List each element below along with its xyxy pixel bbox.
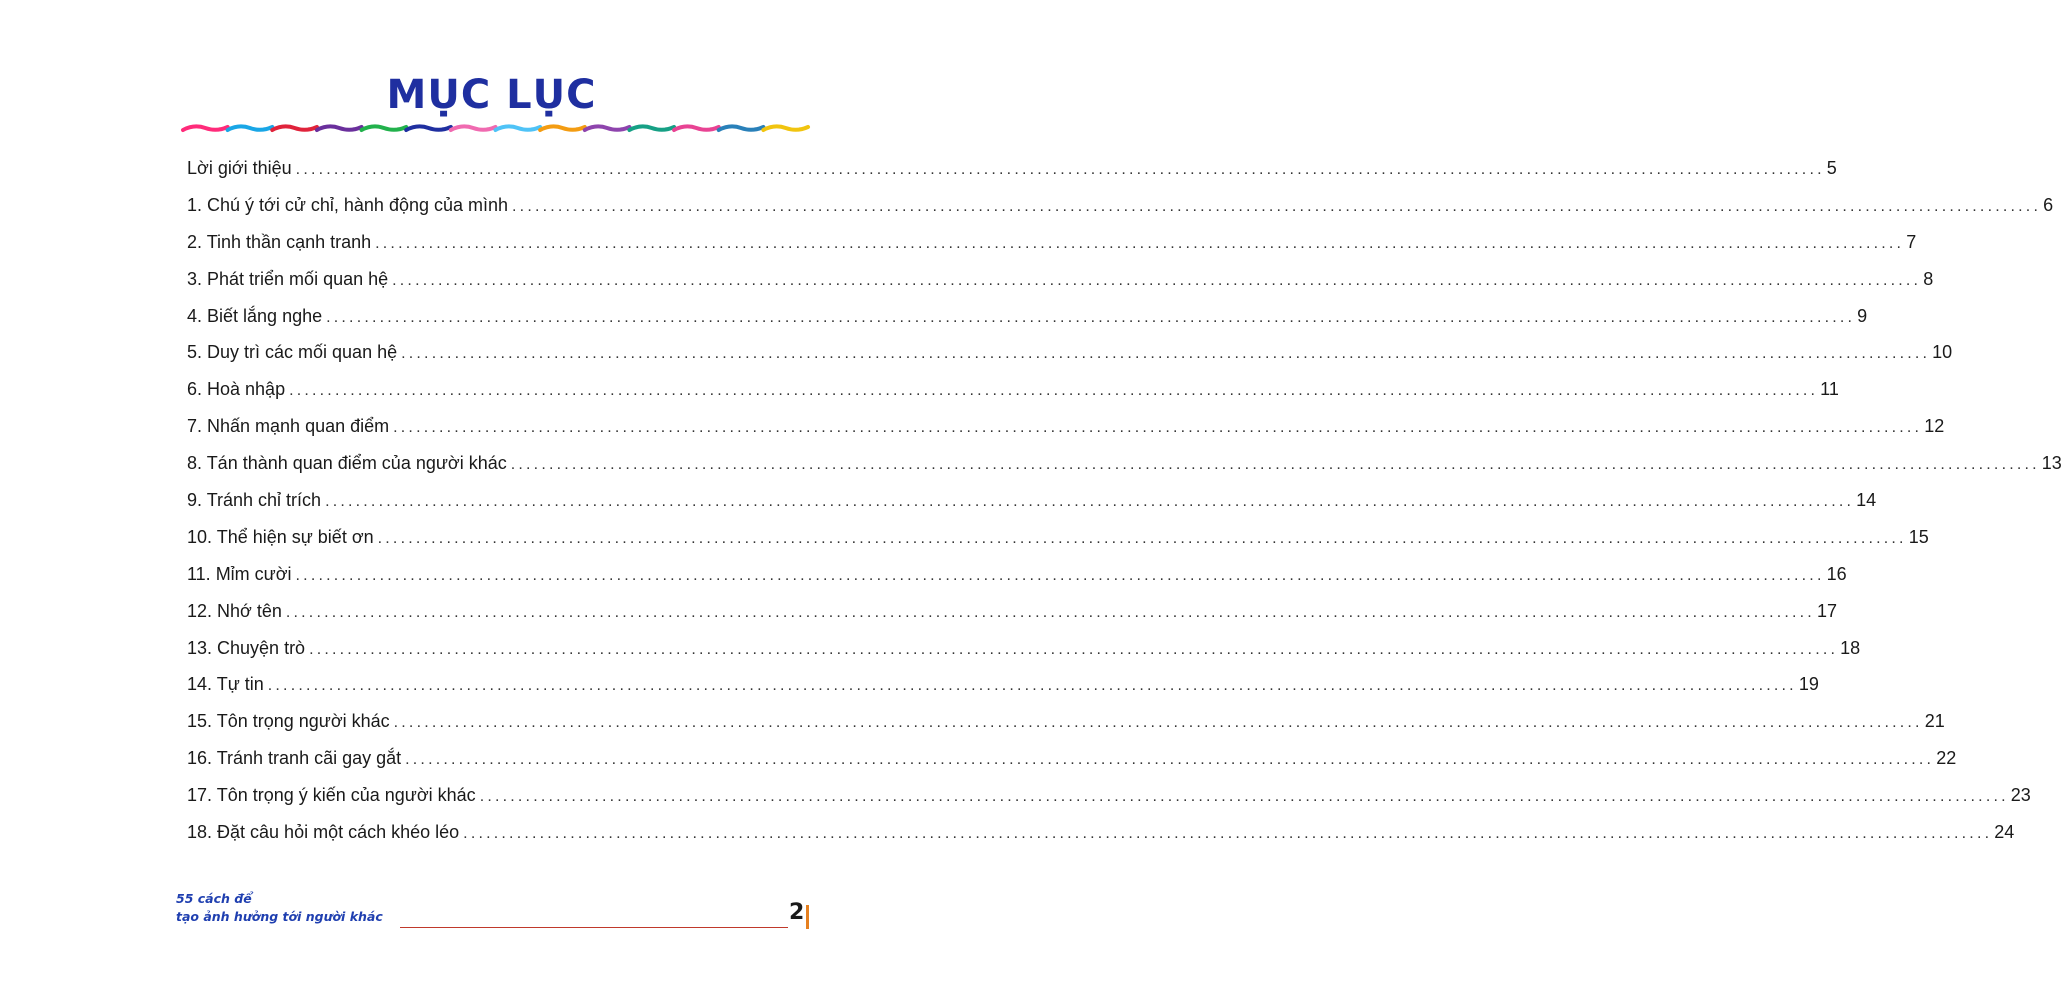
toc-entry-leader-dots: ........................................................................................................................................................................................................ bbox=[295, 566, 1825, 584]
footer-book-title-line1: 55 cách để bbox=[176, 891, 252, 906]
toc-entry-page-number: 7 bbox=[1906, 231, 1917, 252]
toc-entry-label: 4. Biết lắng nghe bbox=[187, 305, 323, 326]
wave-segment bbox=[317, 126, 362, 130]
table-of-contents bbox=[187, 150, 2062, 851]
toc-entry-label: 18. Đặt câu hỏi một cách khéo léo bbox=[187, 822, 460, 843]
toc-entry bbox=[187, 740, 1957, 777]
toc-entry-page-number: 21 bbox=[1924, 711, 1945, 732]
toc-entry-label: Lời giới thiệu bbox=[187, 158, 292, 178]
toc-entry-label: 12. Nhớ tên bbox=[187, 600, 282, 621]
page-number: 2 bbox=[789, 900, 805, 925]
toc-entry-leader-dots: ........................................................................................................................................................................................................ bbox=[393, 419, 1923, 437]
toc-entry-page-number: 17 bbox=[1816, 600, 1837, 621]
toc-entry bbox=[187, 334, 1953, 371]
toc-entry-page-number: 16 bbox=[1826, 563, 1847, 584]
page-title: MỤC LỤC bbox=[386, 72, 597, 118]
toc-entry-page-number: 23 bbox=[2010, 785, 2031, 806]
toc-entry-leader-dots: ........................................................................................................................................................................................................ bbox=[510, 456, 2040, 474]
toc-entry-leader-dots: ........................................................................................................................................................................................................ bbox=[285, 603, 1815, 621]
toc-entry bbox=[187, 224, 1917, 261]
toc-entry-page-number: 12 bbox=[1924, 416, 1945, 437]
wave-segment bbox=[406, 126, 451, 130]
wave-segment bbox=[451, 126, 496, 130]
toc-entry-leader-dots: ........................................................................................................................................................................................................ bbox=[326, 308, 1856, 326]
toc-entry-label: 10. Thể hiện sự biết ơn bbox=[187, 526, 374, 547]
wave-segment bbox=[719, 126, 764, 130]
toc-entry-label: 6. Hoà nhập bbox=[187, 379, 286, 400]
toc-entry-page-number: 24 bbox=[1994, 822, 2015, 843]
toc-entry bbox=[187, 187, 2054, 224]
footer-book-title bbox=[176, 890, 383, 926]
toc-entry-page-number: 9 bbox=[1857, 305, 1868, 326]
toc-entry-leader-dots: ........................................................................................................................................................................................................ bbox=[267, 677, 1797, 695]
decorative-wave-divider bbox=[183, 118, 808, 138]
toc-entry-leader-dots: ........................................................................................................................................................................................................ bbox=[405, 751, 1935, 769]
toc-entry-label: 8. Tán thành quan điểm của người khác bbox=[187, 453, 507, 474]
toc-entry-leader-dots: ........................................................................................................................................................................................................ bbox=[392, 271, 1922, 289]
footer-rule bbox=[400, 927, 788, 928]
toc-entry-label: 9. Tránh chỉ trích bbox=[187, 490, 322, 511]
toc-entry bbox=[187, 371, 1839, 408]
toc-entry-leader-dots: ........................................................................................................................................................................................................ bbox=[295, 161, 1825, 178]
toc-entry-page-number: 15 bbox=[1908, 526, 1929, 547]
wave-segment bbox=[496, 126, 541, 130]
wave-segment bbox=[585, 126, 630, 130]
wave-segment bbox=[763, 126, 808, 130]
toc-entry bbox=[187, 630, 1861, 667]
toc-entry-page-number: 13 bbox=[2041, 453, 2062, 474]
toc-entry bbox=[187, 703, 1945, 740]
wave-segment bbox=[183, 126, 228, 130]
toc-entry-label: 5. Duy trì các mối quan hệ bbox=[187, 342, 398, 363]
toc-entry-page-number: 14 bbox=[1856, 490, 1877, 511]
toc-entry bbox=[187, 482, 1877, 519]
toc-entry-label: 7. Nhấn mạnh quan điểm bbox=[187, 416, 390, 437]
toc-entry-leader-dots: ........................................................................................................................................................................................................ bbox=[463, 825, 1993, 843]
toc-entry-page-number: 22 bbox=[1936, 748, 1957, 769]
toc-entry-label: 13. Chuyện trò bbox=[187, 637, 306, 658]
toc-entry-label: 15. Tôn trọng người khác bbox=[187, 711, 390, 732]
toc-entry bbox=[187, 519, 1929, 556]
toc-entry bbox=[187, 445, 2062, 482]
toc-entry-page-number: 10 bbox=[1932, 342, 1953, 363]
wave-segment bbox=[362, 126, 407, 130]
toc-entry bbox=[187, 408, 1945, 445]
toc-entry bbox=[187, 666, 1819, 703]
toc-entry-label: 3. Phát triển mối quan hệ bbox=[187, 268, 389, 289]
toc-entry-leader-dots: ........................................................................................................................................................................................................ bbox=[325, 493, 1855, 511]
toc-entry-page-number: 18 bbox=[1840, 637, 1861, 658]
wave-segment bbox=[228, 126, 273, 130]
toc-entry bbox=[187, 814, 2015, 851]
toc-entry-leader-dots: ........................................................................................................................................................................................................ bbox=[375, 234, 1905, 252]
toc-entry-page-number: 11 bbox=[1820, 379, 1839, 400]
wave-segment bbox=[540, 126, 585, 130]
wave-segment bbox=[629, 126, 674, 130]
toc-entry bbox=[187, 593, 1837, 630]
toc-entry bbox=[187, 261, 1934, 298]
toc-entry-leader-dots: ........................................................................................................................................................................................................ bbox=[289, 382, 1819, 400]
toc-entry-page-number: 6 bbox=[2043, 194, 2054, 215]
wave-segment bbox=[272, 126, 317, 130]
footer-book-title-line2: tạo ảnh hưởng tới người khác bbox=[176, 909, 383, 924]
toc-entry bbox=[187, 777, 2031, 814]
toc-entry-page-number: 5 bbox=[1826, 158, 1837, 178]
toc-entry bbox=[187, 298, 1868, 335]
toc-entry-leader-dots: ........................................................................................................................................................................................................ bbox=[401, 345, 1931, 363]
toc-entry bbox=[187, 150, 1837, 187]
toc-entry-leader-dots: ........................................................................................................................................................................................................ bbox=[512, 197, 2042, 215]
toc-entry-label: 16. Tránh tranh cãi gay gắt bbox=[187, 748, 402, 769]
toc-entry-leader-dots: ........................................................................................................................................................................................................ bbox=[377, 529, 1907, 547]
toc-entry-leader-dots: ........................................................................................................................................................................................................ bbox=[479, 788, 2009, 806]
toc-entry bbox=[187, 556, 1847, 593]
toc-entry-label: 1. Chú ý tới cử chỉ, hành động của mình bbox=[187, 194, 509, 215]
toc-entry-label: 17. Tôn trọng ý kiến của người khác bbox=[187, 785, 476, 806]
toc-entry-leader-dots: ........................................................................................................................................................................................................ bbox=[393, 714, 1923, 732]
toc-entry-page-number: 19 bbox=[1798, 674, 1819, 695]
toc-entry-leader-dots: ........................................................................................................................................................................................................ bbox=[309, 640, 1839, 658]
toc-entry-label: 11. Mỉm cười bbox=[187, 563, 292, 584]
toc-entry-label: 2. Tinh thần cạnh tranh bbox=[187, 231, 372, 252]
page-number-marker bbox=[806, 905, 809, 929]
toc-entry-page-number: 8 bbox=[1923, 268, 1934, 289]
toc-entry-label: 14. Tự tin bbox=[187, 674, 264, 695]
wave-segment bbox=[674, 126, 719, 130]
